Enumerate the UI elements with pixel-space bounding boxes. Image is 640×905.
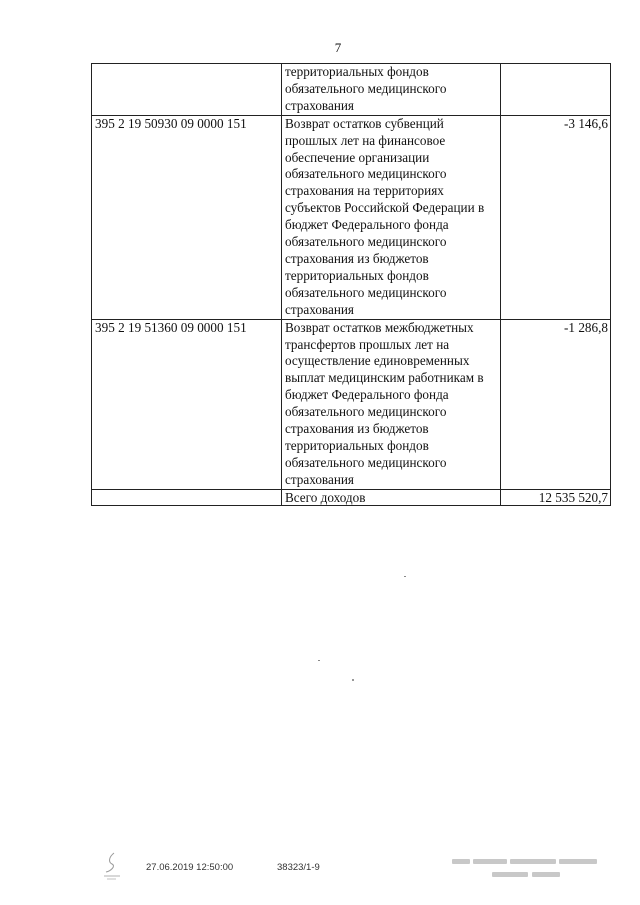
registration-stamp-icon [100,850,124,880]
footer-timestamp: 27.06.2019 12:50:00 [146,862,234,873]
table-row-continuation [92,64,611,116]
budget-code-cell: 395 2 19 51360 09 0000 151 [92,319,282,489]
revenue-name-cell: Возврат остатков субвенций прошлых лет на финансовое обеспечение организации обязательного медицинского страхования на территориях субъектов Российской Федерации в бюджет Федерального фонда обязательного медицинского страхования из бюджетов территориальных фондов обязательного медицинского страхования [282,115,501,319]
scan-speck [404,576,406,577]
revenue-name-cell: Возврат остатков межбюджетных трансфертов прошлых лет на осуществление единовременных выплат медицинским работникам в бюджет Федерального фонда обязательного медицинского страхования из бюджетов территориальных фондов обязательного медицинского страхования [282,319,501,489]
amount-cell: -3 146,6 [501,115,611,319]
scan-speck [352,679,354,681]
table-row [92,319,611,489]
table-row [92,115,611,319]
amount-cell [501,64,611,116]
revenue-table [91,63,611,506]
footer-document-id: 38323/1-9 [277,862,320,873]
total-label-cell: Всего доходов [282,489,501,505]
faded-stamp-icon [452,856,602,882]
scan-speck [318,660,320,661]
total-row [92,489,611,505]
revenue-name-cell: территориальных фондов обязательного медицинского страхования [282,64,501,116]
budget-code-cell [92,64,282,116]
page-number: 7 [334,40,342,55]
budget-code-cell: 395 2 19 50930 09 0000 151 [92,115,282,319]
total-amount-cell: 12 535 520,7 [501,489,611,505]
total-code-cell [92,489,282,505]
amount-cell: -1 286,8 [501,319,611,489]
